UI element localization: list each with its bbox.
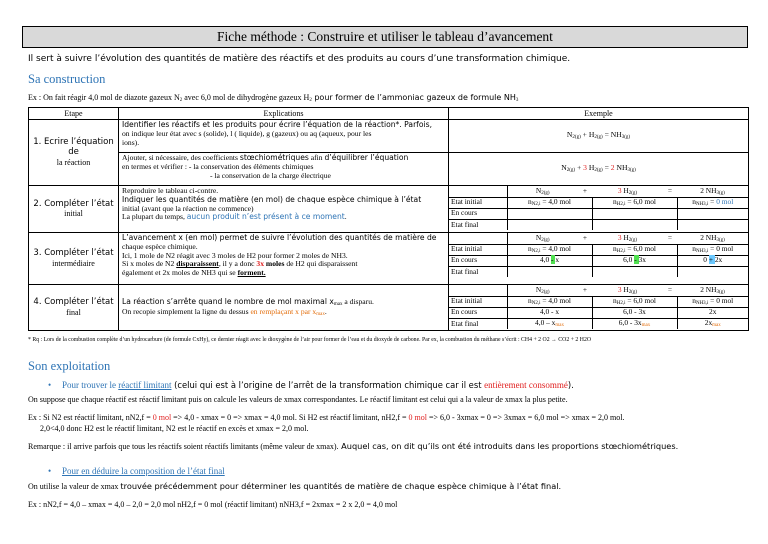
paragraph-remark: Remarque : il arrive parfois que tous les réactifs soient réactifs limitants (même valeur de xmax). Auquel cas, on dit qu’ils ont été introduits dans les proportions stœchiométriques.	[28, 441, 679, 451]
method-table	[28, 107, 749, 331]
equation-unbalanced: $N_{2(g)} + H_{2(g)} = NH_{3(g)}$	[449, 120, 749, 153]
paragraph-example-2: 2,0<4,0 donc H2 est le réactif limitant, N2 est le réactif en excès et xmax = 2,0 mol.	[40, 424, 309, 433]
step-4: 4. Compléter l’état final	[29, 285, 119, 331]
step-3: 3. Compléter l’état intermédiaire	[29, 233, 119, 285]
header-exemple: Exemple	[449, 108, 749, 120]
step2-advancement-table: $N_{2(g)}$ + 3 $H_{2(g)}$ = 2 $NH_{3(g)}$ Etat initial $n_{N2,i} = 4,0$ mol $n_{H2,i} = 6,0$ mol $n_{NH3,i} = 0$ mol En cours Etat final	[449, 186, 749, 233]
step4-explication: La réaction s’arrête quand le nombre de mol maximal $x_{max}$ a disparu. On recopie simplement la ligne du dessus en remplaçant x par $x_{max}$.	[119, 285, 449, 331]
header-explications: Explications	[119, 108, 449, 120]
intro-text: Il sert à suivre l’évolution des quantités de matière des réactifs et des produits au cours d’une transformation chimique.	[28, 54, 571, 64]
step3-explication: L’avancement x (en mol) permet de suivre l’évolution des quantités de matière de chaque espèce chimique. Ici, 1 mole de N2 réagit avec 3 moles de H2 pour former 2 moles de NH3. Si x moles de N2 disparaissent, il y a donc 3x moles de H2 qui disparaissent également et 2x moles de NH3 qui se forment.	[119, 233, 449, 285]
example-statement: Ex : On fait réagir 4,0 mol de diazote gazeux $N_2$ avec 6,0 mol de dihydrogène gazeux $H_2$ pour former de l’ammoniac gazeux de formule $NH_3$	[28, 93, 519, 103]
header-etape: Etape	[29, 108, 119, 120]
step1-explication-b: Ajouter, si nécessaire, des coefficients stœchiométriques afin d’équilibrer l’équation en termes et vérifier : - la conservation des éléments chimiques - la conservation de la charge électrique	[119, 153, 449, 186]
page-title: Fiche méthode : Construire et utiliser le tableau d’avancement	[22, 26, 748, 48]
section-heading-construction: Sa construction	[28, 72, 106, 86]
paragraph-example-final: Ex : nN2,f = 4,0 – xmax = 4,0 – 2,0 = 2,0 mol nH2,f = 0 mol (réactif limitant) nNH3,f = 2xmax = 2 x 2,0 = 4,0 mol	[28, 500, 398, 509]
section-heading-exploitation: Son exploitation	[28, 359, 111, 373]
step-1: 1. Ecrire l’équation de la réaction	[29, 120, 119, 186]
bullet-etat-final: • Pour en déduire la composition de l’état final	[62, 466, 225, 476]
step1-explication-a: Identifier les réactifs et les produits pour écrire l’équation de la réaction*. Parfois, on indique leur état avec s (solide), l ( liquide), g (gazeux) ou aq (aqueux, pour les ions).	[119, 120, 449, 153]
equation-balanced: $N_{2(g)} + 3$ $H_{2(g)} = 2$ $NH_{3(g)}$	[449, 153, 749, 186]
paragraph-method: On suppose que chaque réactif est réactif limitant puis on calcule les valeurs de xmax correspondantes. Le réactif limitant est celui qui a la valeur de xmax la plus petite.	[28, 395, 568, 404]
step-2: 2. Compléter l’état initial	[29, 186, 119, 233]
step3-advancement-table: $N_{2(g)}$ + 3 $H_{2(g)}$ = 2 $NH_{3(g)}$ Etat initial $n_{N2,i} = 4,0$ mol $n_{H2,i} = 6,0$ mol $n_{NH3,i} = 0$ mol En cours 4,0 - x 6,0 - 3x 0 + 2x Etat final	[449, 233, 749, 285]
paragraph-deduce: On utilise la valeur de xmax trouvée précédemment pour déterminer les quantités de matière de chaque espèce chimique à l’état final.	[28, 481, 562, 491]
footnote: * Rq : Lors de la combustion complète d’un hydrocarbure (de formule CxHy), ce dernier réagit avec le dioxygène de l’air pour former de l’eau et du dioxyde de carbone. Par ex, la combustion du méthane s’écrit : CH4 + 2 O2 → CO2 + 2 H2O	[28, 337, 592, 343]
bullet-reactif-limitant: • Pour trouver le réactif limitant (celui qui est à l’origine de l’arrêt de la transformation chimique car il est entièrement consommé).	[62, 380, 574, 391]
step4-advancement-table: $N_{2(g)}$ + 3 $H_{2(g)}$ = 2 $NH_{3(g)}$ Etat initial $n_{N2,i} = 4,0$ mol $n_{H2,i} = 6,0$ mol $n_{NH3,i} = 0$ mol En cours 4,0 - x 6,0 - 3x 2x Etat final $4,0 - x_{max}$ $6,0 - 3x_{max}$ $2x_{max}$	[449, 285, 749, 331]
step2-explication: Reproduire le tableau ci-contre. Indiquer les quantités de matière (en mol) de chaque espèce chimique à l’état initial (avant que la réaction ne commence) La plupart du temps, aucun produit n’est présent à ce moment.	[119, 186, 449, 233]
paragraph-example-1: Ex : Si N2 est réactif limitant, nN2,f = 0 mol => 4,0 - xmax = 0 => xmax = 4,0 mol. Si H2 est réactif limitant, nH2,f = 0 mol => 6,0 - 3xmax = 0 => 3xmax = 6,0 mol => xmax = 2,0 mol.	[28, 413, 625, 422]
